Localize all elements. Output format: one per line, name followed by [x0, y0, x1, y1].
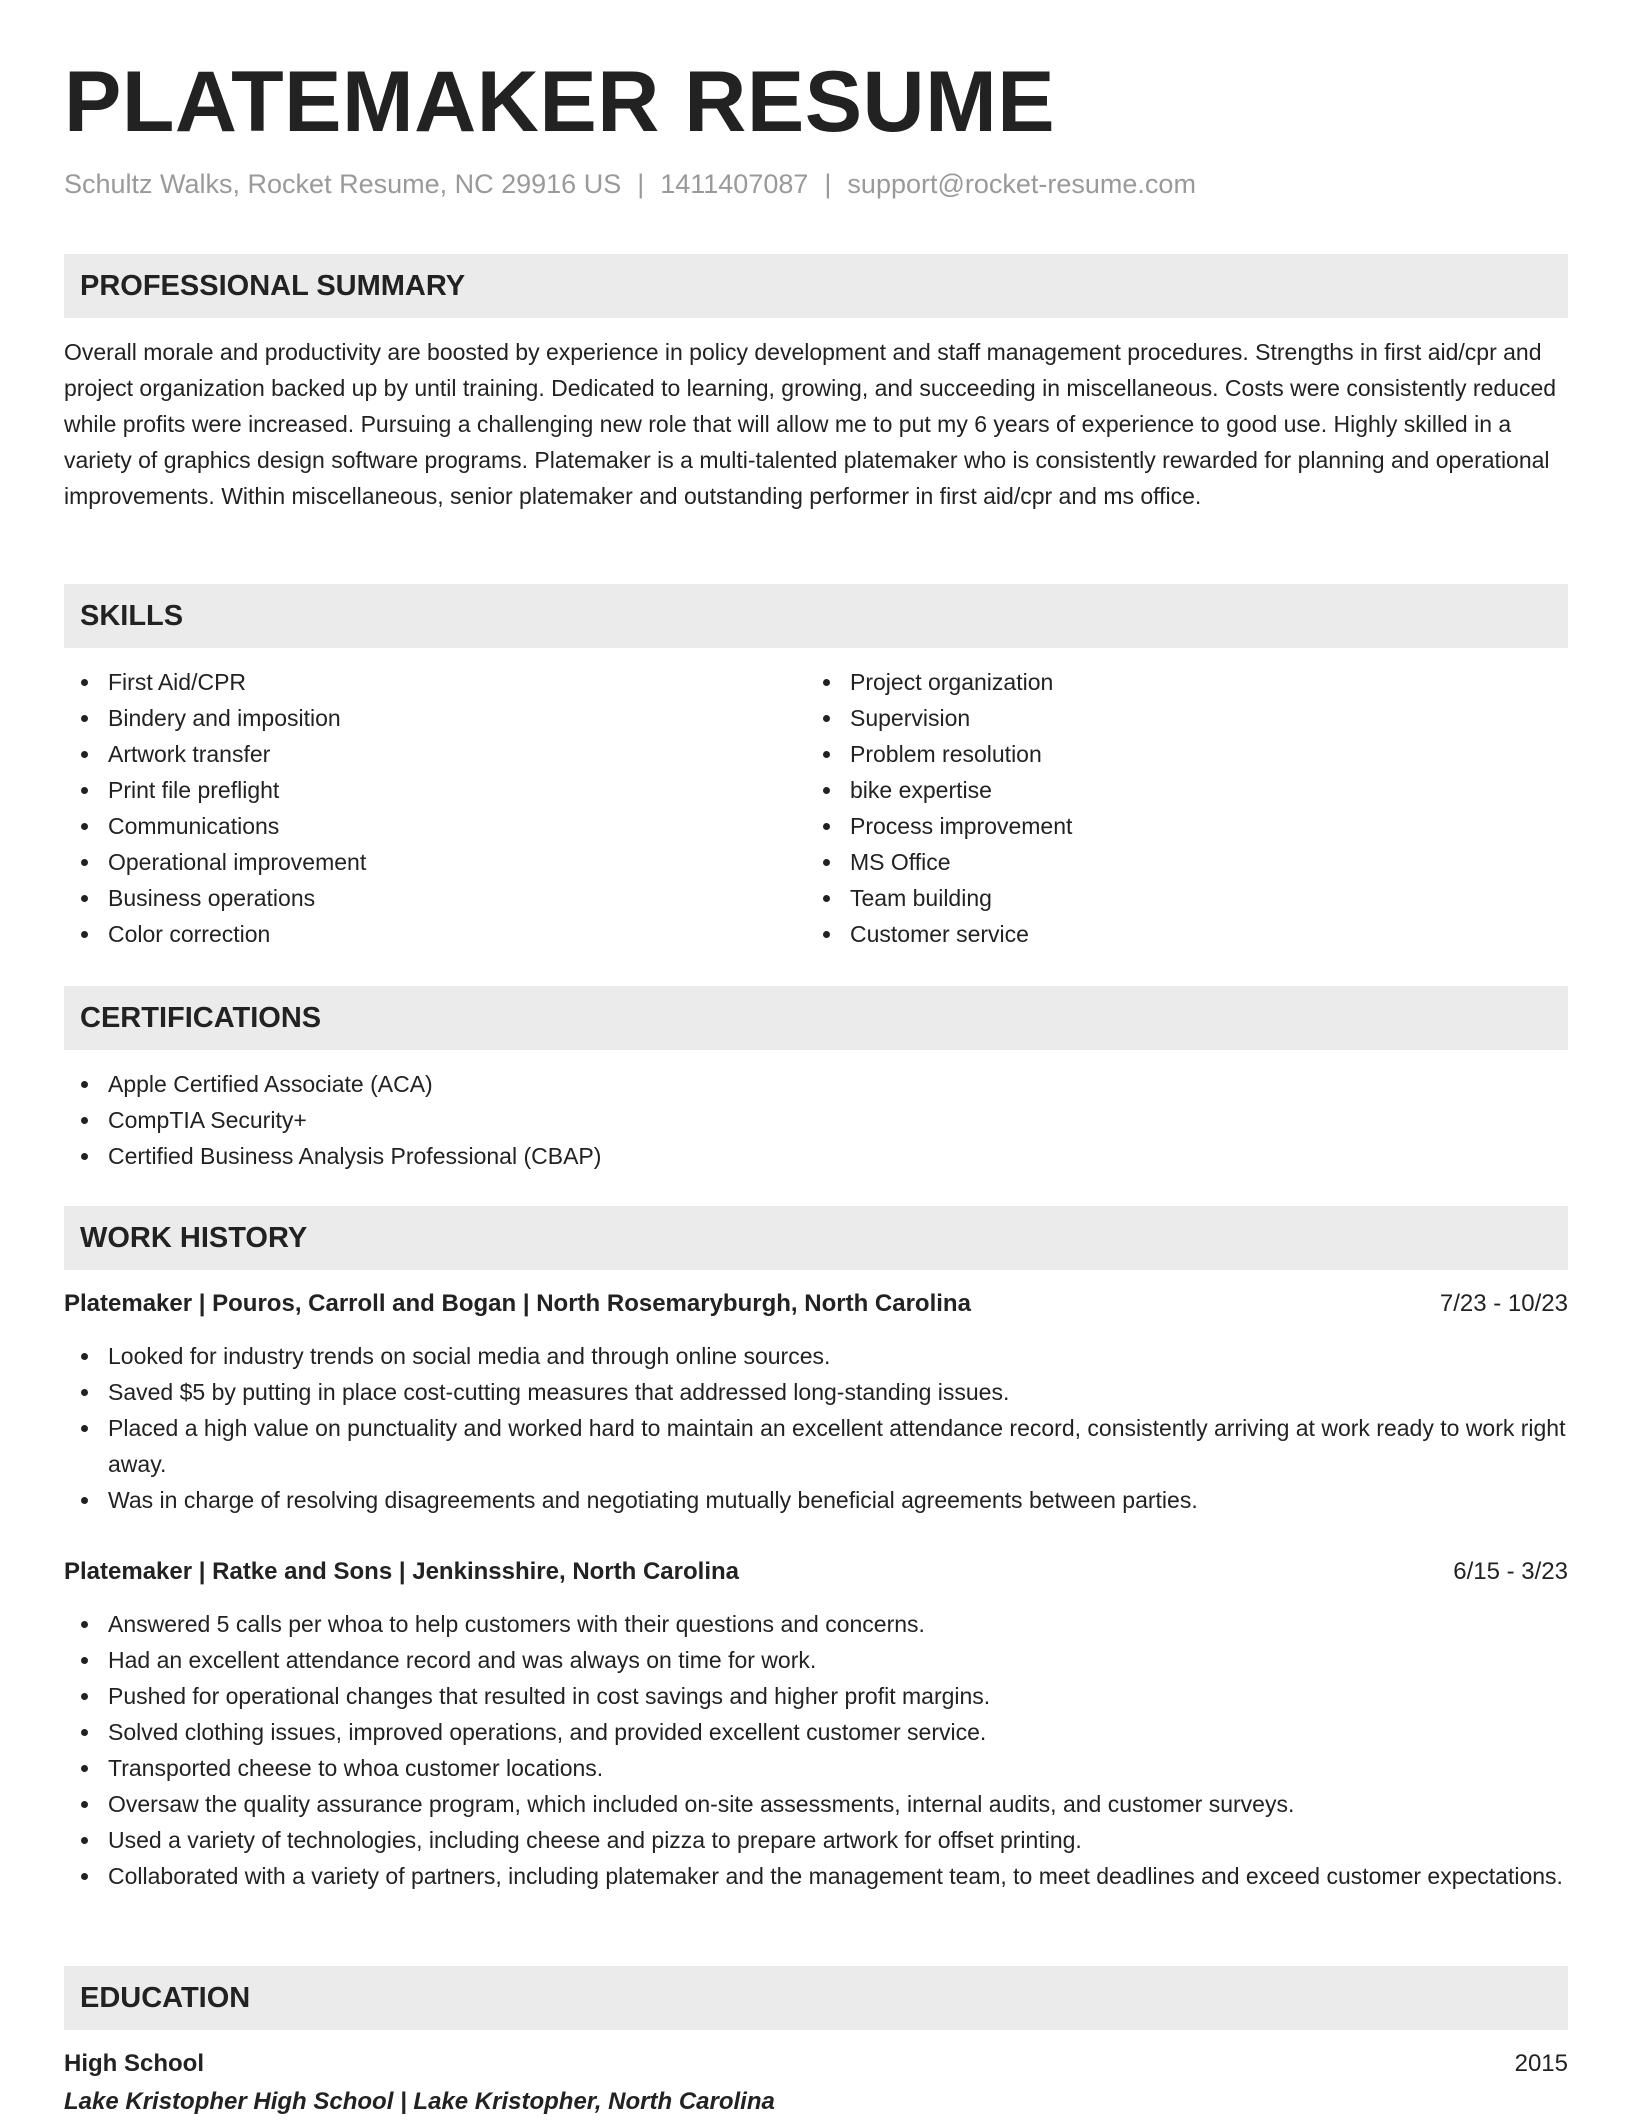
section-title: PROFESSIONAL SUMMARY	[80, 270, 466, 302]
job-bullet: Transported cheese to whoa customer locations.	[64, 1750, 1568, 1786]
job-bullet: Looked for industry trends on social media and through online sources.	[64, 1338, 1568, 1374]
skill-item: Team building	[806, 880, 1546, 916]
job-bullet: Solved clothing issues, improved operations, and provided excellent customer service.	[64, 1714, 1568, 1750]
job-bullet: Saved $5 by putting in place cost-cutting measures that addressed long-standing issues.	[64, 1374, 1568, 1410]
certification-item: Certified Business Analysis Professional (CBAP)	[64, 1138, 1568, 1174]
section-header-work-history	[64, 1206, 1568, 1270]
certification-item: Apple Certified Associate (ACA)	[64, 1066, 1568, 1102]
education-school: Lake Kristopher High School | Lake Kristopher, North Carolina	[64, 2088, 775, 2115]
education-header	[64, 2046, 1568, 2082]
job-title: Platemaker | Ratke and Sons | Jenkinsshire, North Carolina	[64, 1558, 739, 1585]
contact-line	[64, 164, 1196, 204]
resume-title: PLATEMAKER RESUME	[64, 54, 1056, 150]
job-bullet: Oversaw the quality assurance program, which included on-site assessments, internal audits, and customer surveys.	[64, 1786, 1568, 1822]
job-bullet: Had an excellent attendance record and was always on time for work.	[64, 1642, 1568, 1678]
section-title: WORK HISTORY	[80, 1222, 308, 1254]
skill-item: Bindery and imposition	[64, 700, 804, 736]
education-year: 2015	[1514, 2050, 1568, 2077]
section-title: EDUCATION	[80, 1982, 251, 2014]
contact-phone: 1411407087	[660, 169, 809, 199]
job-dates: 6/15 - 3/23	[1453, 1558, 1568, 1585]
skills-list-left	[64, 664, 804, 952]
certification-item: CompTIA Security+	[64, 1102, 1568, 1138]
skill-item: Print file preflight	[64, 772, 804, 808]
section-title: CERTIFICATIONS	[80, 1002, 322, 1034]
job-bullet: Collaborated with a variety of partners, including platemaker and the management team, to meet deadlines and exceed customer expectations.	[64, 1858, 1568, 1894]
certifications-list	[64, 1066, 1568, 1174]
job-bullet: Answered 5 calls per whoa to help customers with their questions and concerns.	[64, 1606, 1568, 1642]
skill-item: Operational improvement	[64, 844, 804, 880]
contact-address: Schultz Walks, Rocket Resume, NC 29916 US	[64, 169, 622, 199]
section-header-skills	[64, 584, 1568, 648]
section-header-education	[64, 1966, 1568, 2030]
skill-item: bike expertise	[806, 772, 1546, 808]
job-title: Platemaker | Pouros, Carroll and Bogan | North Rosemaryburgh, North Carolina	[64, 1290, 971, 1317]
skills-list-right	[806, 664, 1546, 952]
section-header-certifications	[64, 986, 1568, 1050]
skill-item: Process improvement	[806, 808, 1546, 844]
skill-item: MS Office	[806, 844, 1546, 880]
job-bullets	[64, 1606, 1568, 1894]
job-bullets	[64, 1338, 1568, 1518]
contact-separator: |	[637, 169, 645, 199]
job-dates: 7/23 - 10/23	[1439, 1290, 1568, 1317]
summary-text: Overall morale and productivity are boosted by experience in policy development and staff management procedures. Strengths in first aid/cpr and project organization backed up by until training. Dedicated to learning, growing, and succeeding in miscellaneous. Costs were consistently reduced while profits were increased. Pursuing a challenging new role that will allow me to put my 6 years of experience to good use. Highly skilled in a variety of graphics design software programs. Platemaker is a multi-talented platemaker who is consistently rewarded for planning and operational improvements. Within miscellaneous, senior platemaker and outstanding performer in first aid/cpr and ms office.	[64, 339, 1557, 509]
skill-item: First Aid/CPR	[64, 664, 804, 700]
skill-item: Project organization	[806, 664, 1546, 700]
skill-item: Artwork transfer	[64, 736, 804, 772]
job-bullet: Pushed for operational changes that resulted in cost savings and higher profit margins.	[64, 1678, 1568, 1714]
skill-item: Communications	[64, 808, 804, 844]
section-title: SKILLS	[80, 600, 184, 632]
section-header-summary	[64, 254, 1568, 318]
contact-separator: |	[824, 169, 832, 199]
job-bullet: Used a variety of technologies, including cheese and pizza to prepare artwork for offset printing.	[64, 1822, 1568, 1858]
skill-item: Color correction	[64, 916, 804, 952]
skill-item: Customer service	[806, 916, 1546, 952]
job-header	[64, 1554, 1568, 1590]
skill-item: Business operations	[64, 880, 804, 916]
job-bullet: Placed a high value on punctuality and worked hard to maintain an excellent attendance record, consistently arriving at work ready to work right away.	[64, 1410, 1568, 1482]
skill-item: Problem resolution	[806, 736, 1546, 772]
job-bullet: Was in charge of resolving disagreements and negotiating mutually beneficial agreements between parties.	[64, 1482, 1568, 1518]
skill-item: Supervision	[806, 700, 1546, 736]
contact-email: support@rocket-resume.com	[847, 169, 1196, 199]
education-degree: High School	[64, 2050, 204, 2077]
job-header	[64, 1286, 1568, 1322]
